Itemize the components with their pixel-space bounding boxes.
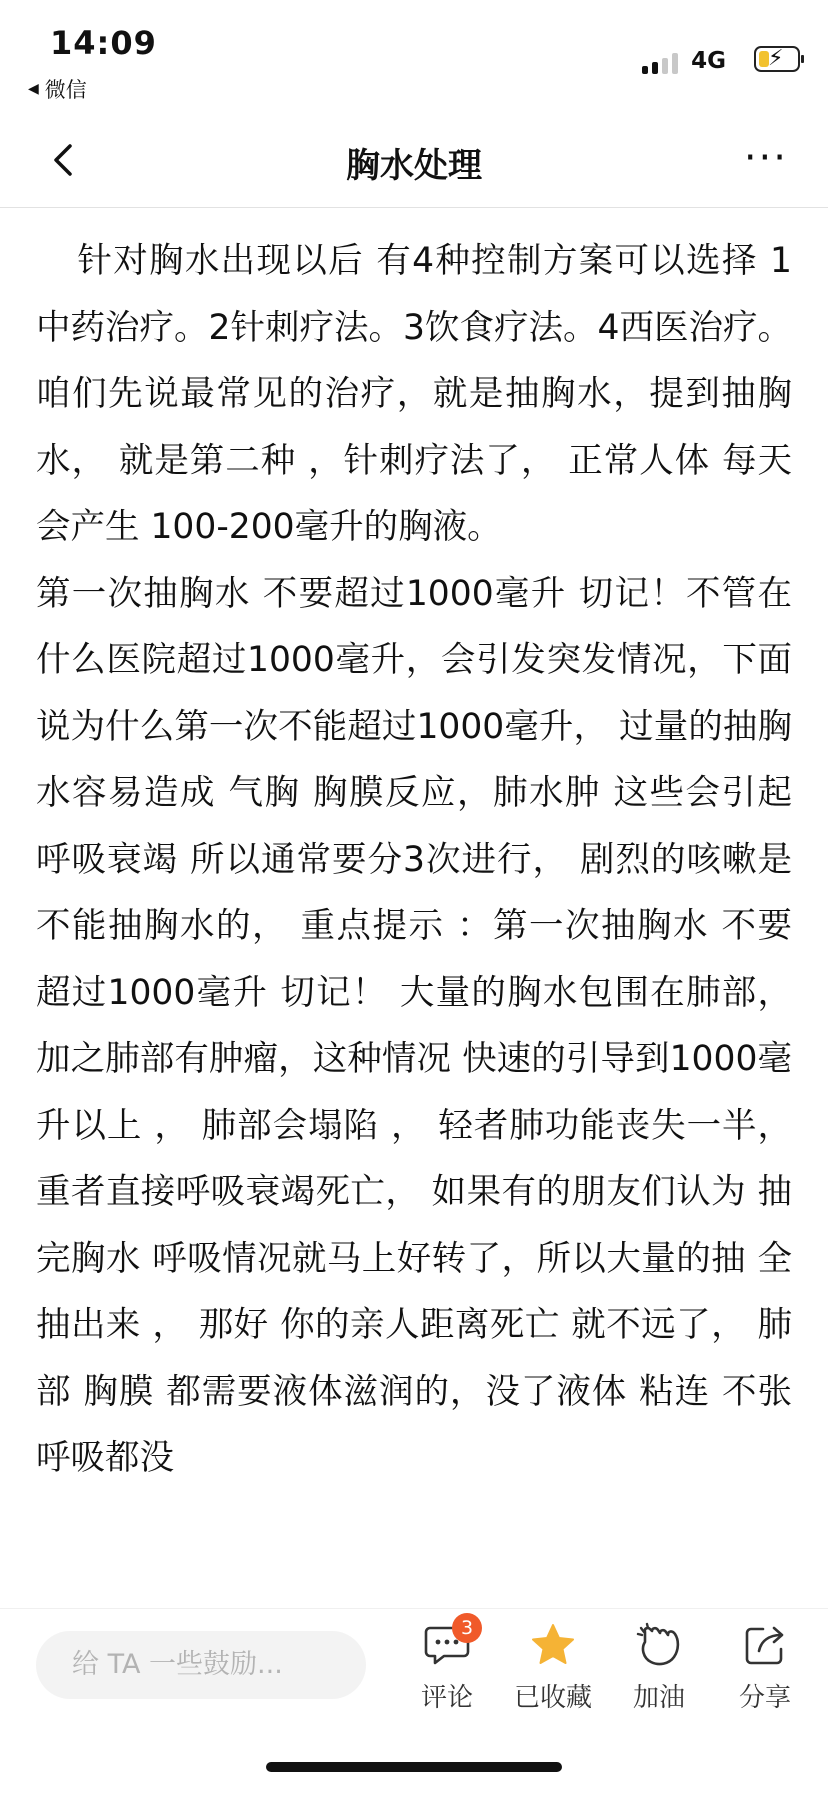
article-body bbox=[36, 228, 792, 1608]
share-button[interactable] bbox=[720, 1619, 810, 1714]
share-icon bbox=[743, 1623, 787, 1667]
comment-button[interactable] bbox=[402, 1619, 492, 1714]
article-paragraph: 针对胸水出现以后 有4种控制方案可以选择 1中药治疗。2针刺疗法。3饮食疗法。4西医治疗。 咱们先说最常见的治疗，就是抽胸水，提到抽胸水， 就是第二种 ，针刺疗法了， 正常人体 每天会产生 100-200毫升的胸液。 bbox=[36, 241, 792, 547]
favorite-label: 已收藏 bbox=[513, 1683, 592, 1713]
network-type: 4G bbox=[691, 48, 726, 74]
star-icon bbox=[530, 1623, 576, 1667]
comment-input[interactable]: 给 TA 一些鼓励... bbox=[36, 1631, 366, 1699]
navigation-bar bbox=[0, 118, 828, 208]
back-app-label: 微信 bbox=[44, 78, 87, 102]
cheer-label: 加油 bbox=[632, 1683, 685, 1713]
favorite-button[interactable] bbox=[508, 1619, 598, 1714]
more-options-button[interactable]: ··· bbox=[743, 135, 788, 181]
back-triangle-icon: ◀ bbox=[28, 81, 39, 97]
status-bar bbox=[0, 0, 828, 118]
home-indicator[interactable] bbox=[266, 1762, 562, 1772]
status-time: 14:09 bbox=[50, 24, 157, 62]
bottom-action-bar bbox=[0, 1608, 828, 1719]
signal-icon bbox=[642, 52, 678, 74]
comment-count-badge: 3 bbox=[452, 1613, 482, 1643]
clap-icon bbox=[635, 1622, 683, 1668]
charging-bolt-icon: ⚡ bbox=[768, 46, 784, 71]
battery-icon bbox=[754, 46, 800, 72]
back-to-app-link[interactable] bbox=[28, 74, 87, 104]
comment-label: 评论 bbox=[420, 1683, 473, 1713]
article-paragraph: 第一次抽胸水 不要超过1000毫升 切记！不管在什么医院超过1000毫升，会引发突发情况，下面说为什么第一次不能超过1000毫升， 过量的抽胸水容易造成 气胸 胸膜反应，肺水肿 这些会引起呼吸衰竭 所以通常要分3次进行， 剧烈的咳嗽是不能抽胸水的， 重点提示 ：第一次抽胸水 不要超过1000毫升 切记！ 大量的胸水包围在肺部， 加之肺部有肿瘤，这种情况 快速的引导到1000毫升以上 ， 肺部会塌陷 ， 轻者肺功能丧失一半，重者直接呼吸衰竭死亡， 如果有的朋友们认为 抽完胸水 呼吸情况就马上好转了，所以大量的抽 全抽出来 ， 那好 你的亲人距离死亡 就不远了， 肺部 胸膜 都需要液体滋润的，没了液体 粘连 不张 呼吸都没 bbox=[36, 573, 792, 1478]
share-label: 分享 bbox=[738, 1683, 791, 1713]
cheer-button[interactable] bbox=[614, 1619, 704, 1714]
page-title: 胸水处理 bbox=[346, 146, 482, 186]
